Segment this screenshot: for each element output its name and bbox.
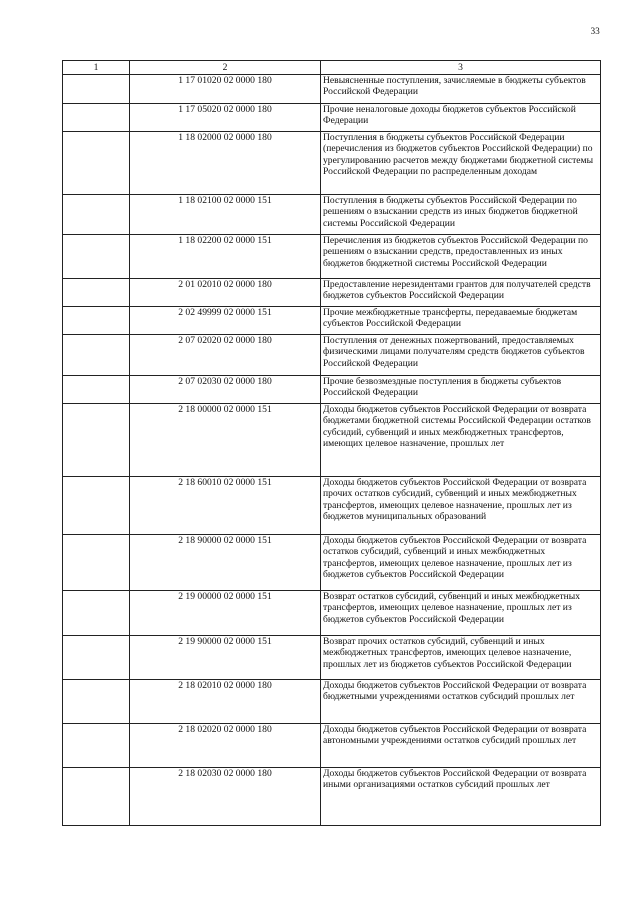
row-description: Прочие межбюджетные трансферты, передаваемые бюджетам субъектов Российской Федерации	[321, 307, 601, 335]
row-empty-cell	[63, 104, 130, 132]
table-row	[63, 535, 601, 591]
table-row	[63, 724, 601, 768]
row-code: 1 17 05020 02 0000 180	[130, 104, 321, 132]
row-description: Доходы бюджетов субъектов Российской Федерации от возврата остатков субсидий, субвенций и иных межбюджетных трансфертов, имеющих целевое назначение, прошлых лет из бюджетов субъектов Российской Федерации	[321, 535, 601, 591]
table-row	[63, 477, 601, 535]
row-description: Доходы бюджетов субъектов Российской Федерации от возврата иными организациями остатков субсидий прошлых лет	[321, 768, 601, 826]
row-empty-cell	[63, 279, 130, 307]
row-code: 2 18 60010 02 0000 151	[130, 477, 321, 535]
row-description: Возврат прочих остатков субсидий, субвенций и иных межбюджетных трансфертов, имеющих целевое назначение, прошлых лет из бюджетов субъектов Российской Федерации	[321, 636, 601, 680]
table-row	[63, 376, 601, 404]
column-header-3: 3	[321, 61, 601, 75]
row-description: Доходы бюджетов субъектов Российской Федерации от возврата бюджетами бюджетной системы Российской Федерации остатков субсидий, субвенций и иных межбюджетных трансфертов, имеющих целевое назначение, прошлых лет	[321, 404, 601, 477]
row-code: 2 18 02020 02 0000 180	[130, 724, 321, 768]
row-description: Доходы бюджетов субъектов Российской Федерации от возврата автономными учреждениями остатков субсидий прошлых лет	[321, 724, 601, 768]
row-code: 2 19 90000 02 0000 151	[130, 636, 321, 680]
row-empty-cell	[63, 307, 130, 335]
table-header-row	[63, 61, 601, 75]
row-empty-cell	[63, 235, 130, 279]
row-empty-cell	[63, 591, 130, 636]
row-empty-cell	[63, 680, 130, 724]
column-header-1: 1	[63, 61, 130, 75]
row-code: 1 18 02000 02 0000 180	[130, 132, 321, 195]
row-description: Поступления от денежных пожертвований, предоставляемых физическими лицами получателям средств бюджетов субъектов Российской Федерации	[321, 335, 601, 376]
page-number: 33	[590, 26, 600, 36]
table-row	[63, 404, 601, 477]
table-row	[63, 636, 601, 680]
row-empty-cell	[63, 404, 130, 477]
row-code: 2 18 90000 02 0000 151	[130, 535, 321, 591]
row-code: 2 19 00000 02 0000 151	[130, 591, 321, 636]
row-code: 2 18 02010 02 0000 180	[130, 680, 321, 724]
row-description: Доходы бюджетов субъектов Российской Федерации от возврата прочих остатков субсидий, субвенций и иных межбюджетных трансфертов, имеющих целевое назначение, прошлых лет из бюджетов муниципальных образований	[321, 477, 601, 535]
row-code: 1 18 02200 02 0000 151	[130, 235, 321, 279]
table-row	[63, 104, 601, 132]
table-row	[63, 195, 601, 235]
row-empty-cell	[63, 768, 130, 826]
row-empty-cell	[63, 376, 130, 404]
row-empty-cell	[63, 724, 130, 768]
row-code: 2 02 49999 02 0000 151	[130, 307, 321, 335]
table-row	[63, 680, 601, 724]
row-code: 2 18 02030 02 0000 180	[130, 768, 321, 826]
row-code: 1 17 01020 02 0000 180	[130, 75, 321, 104]
table-row	[63, 307, 601, 335]
row-code: 1 18 02100 02 0000 151	[130, 195, 321, 235]
budget-codes-table	[62, 60, 601, 826]
row-empty-cell	[63, 535, 130, 591]
row-description: Доходы бюджетов субъектов Российской Федерации от возврата бюджетными учреждениями остатков субсидий прошлых лет	[321, 680, 601, 724]
row-code: 2 07 02030 02 0000 180	[130, 376, 321, 404]
row-code: 2 18 00000 02 0000 151	[130, 404, 321, 477]
row-description: Предоставление нерезидентами грантов для получателей средств бюджетов субъектов Российской Федерации	[321, 279, 601, 307]
row-empty-cell	[63, 335, 130, 376]
row-empty-cell	[63, 636, 130, 680]
row-description: Перечисления из бюджетов субъектов Российской Федерации по решениям о взыскании средств, предоставленных из иных бюджетов бюджетной системы Российской Федерации	[321, 235, 601, 279]
row-code: 2 07 02020 02 0000 180	[130, 335, 321, 376]
column-header-2: 2	[130, 61, 321, 75]
row-code: 2 01 02010 02 0000 180	[130, 279, 321, 307]
table-row	[63, 279, 601, 307]
row-description: Возврат остатков субсидий, субвенций и иных межбюджетных трансфертов, имеющих целевое назначение, прошлых лет из бюджетов субъектов Российской Федерации	[321, 591, 601, 636]
row-empty-cell	[63, 132, 130, 195]
row-description: Невыясненные поступления, зачисляемые в бюджеты субъектов Российской Федерации	[321, 75, 601, 104]
row-description: Прочие неналоговые доходы бюджетов субъектов Российской Федерации	[321, 104, 601, 132]
table-row	[63, 335, 601, 376]
table-row	[63, 235, 601, 279]
row-empty-cell	[63, 195, 130, 235]
table-row	[63, 132, 601, 195]
row-description: Поступления в бюджеты субъектов Российской Федерации по решениям о взыскании средств из иных бюджетов бюджетной системы Российской Федерации	[321, 195, 601, 235]
table-row	[63, 591, 601, 636]
row-description: Прочие безвозмездные поступления в бюджеты субъектов Российской Федерации	[321, 376, 601, 404]
table-row	[63, 768, 601, 826]
row-description: Поступления в бюджеты субъектов Российской Федерации (перечисления из бюджетов субъектов Российской Федерации) по урегулированию расчетов между бюджетами бюджетной системы Российской Федерации по распределенным доходам	[321, 132, 601, 195]
table-row	[63, 75, 601, 104]
row-empty-cell	[63, 75, 130, 104]
row-empty-cell	[63, 477, 130, 535]
